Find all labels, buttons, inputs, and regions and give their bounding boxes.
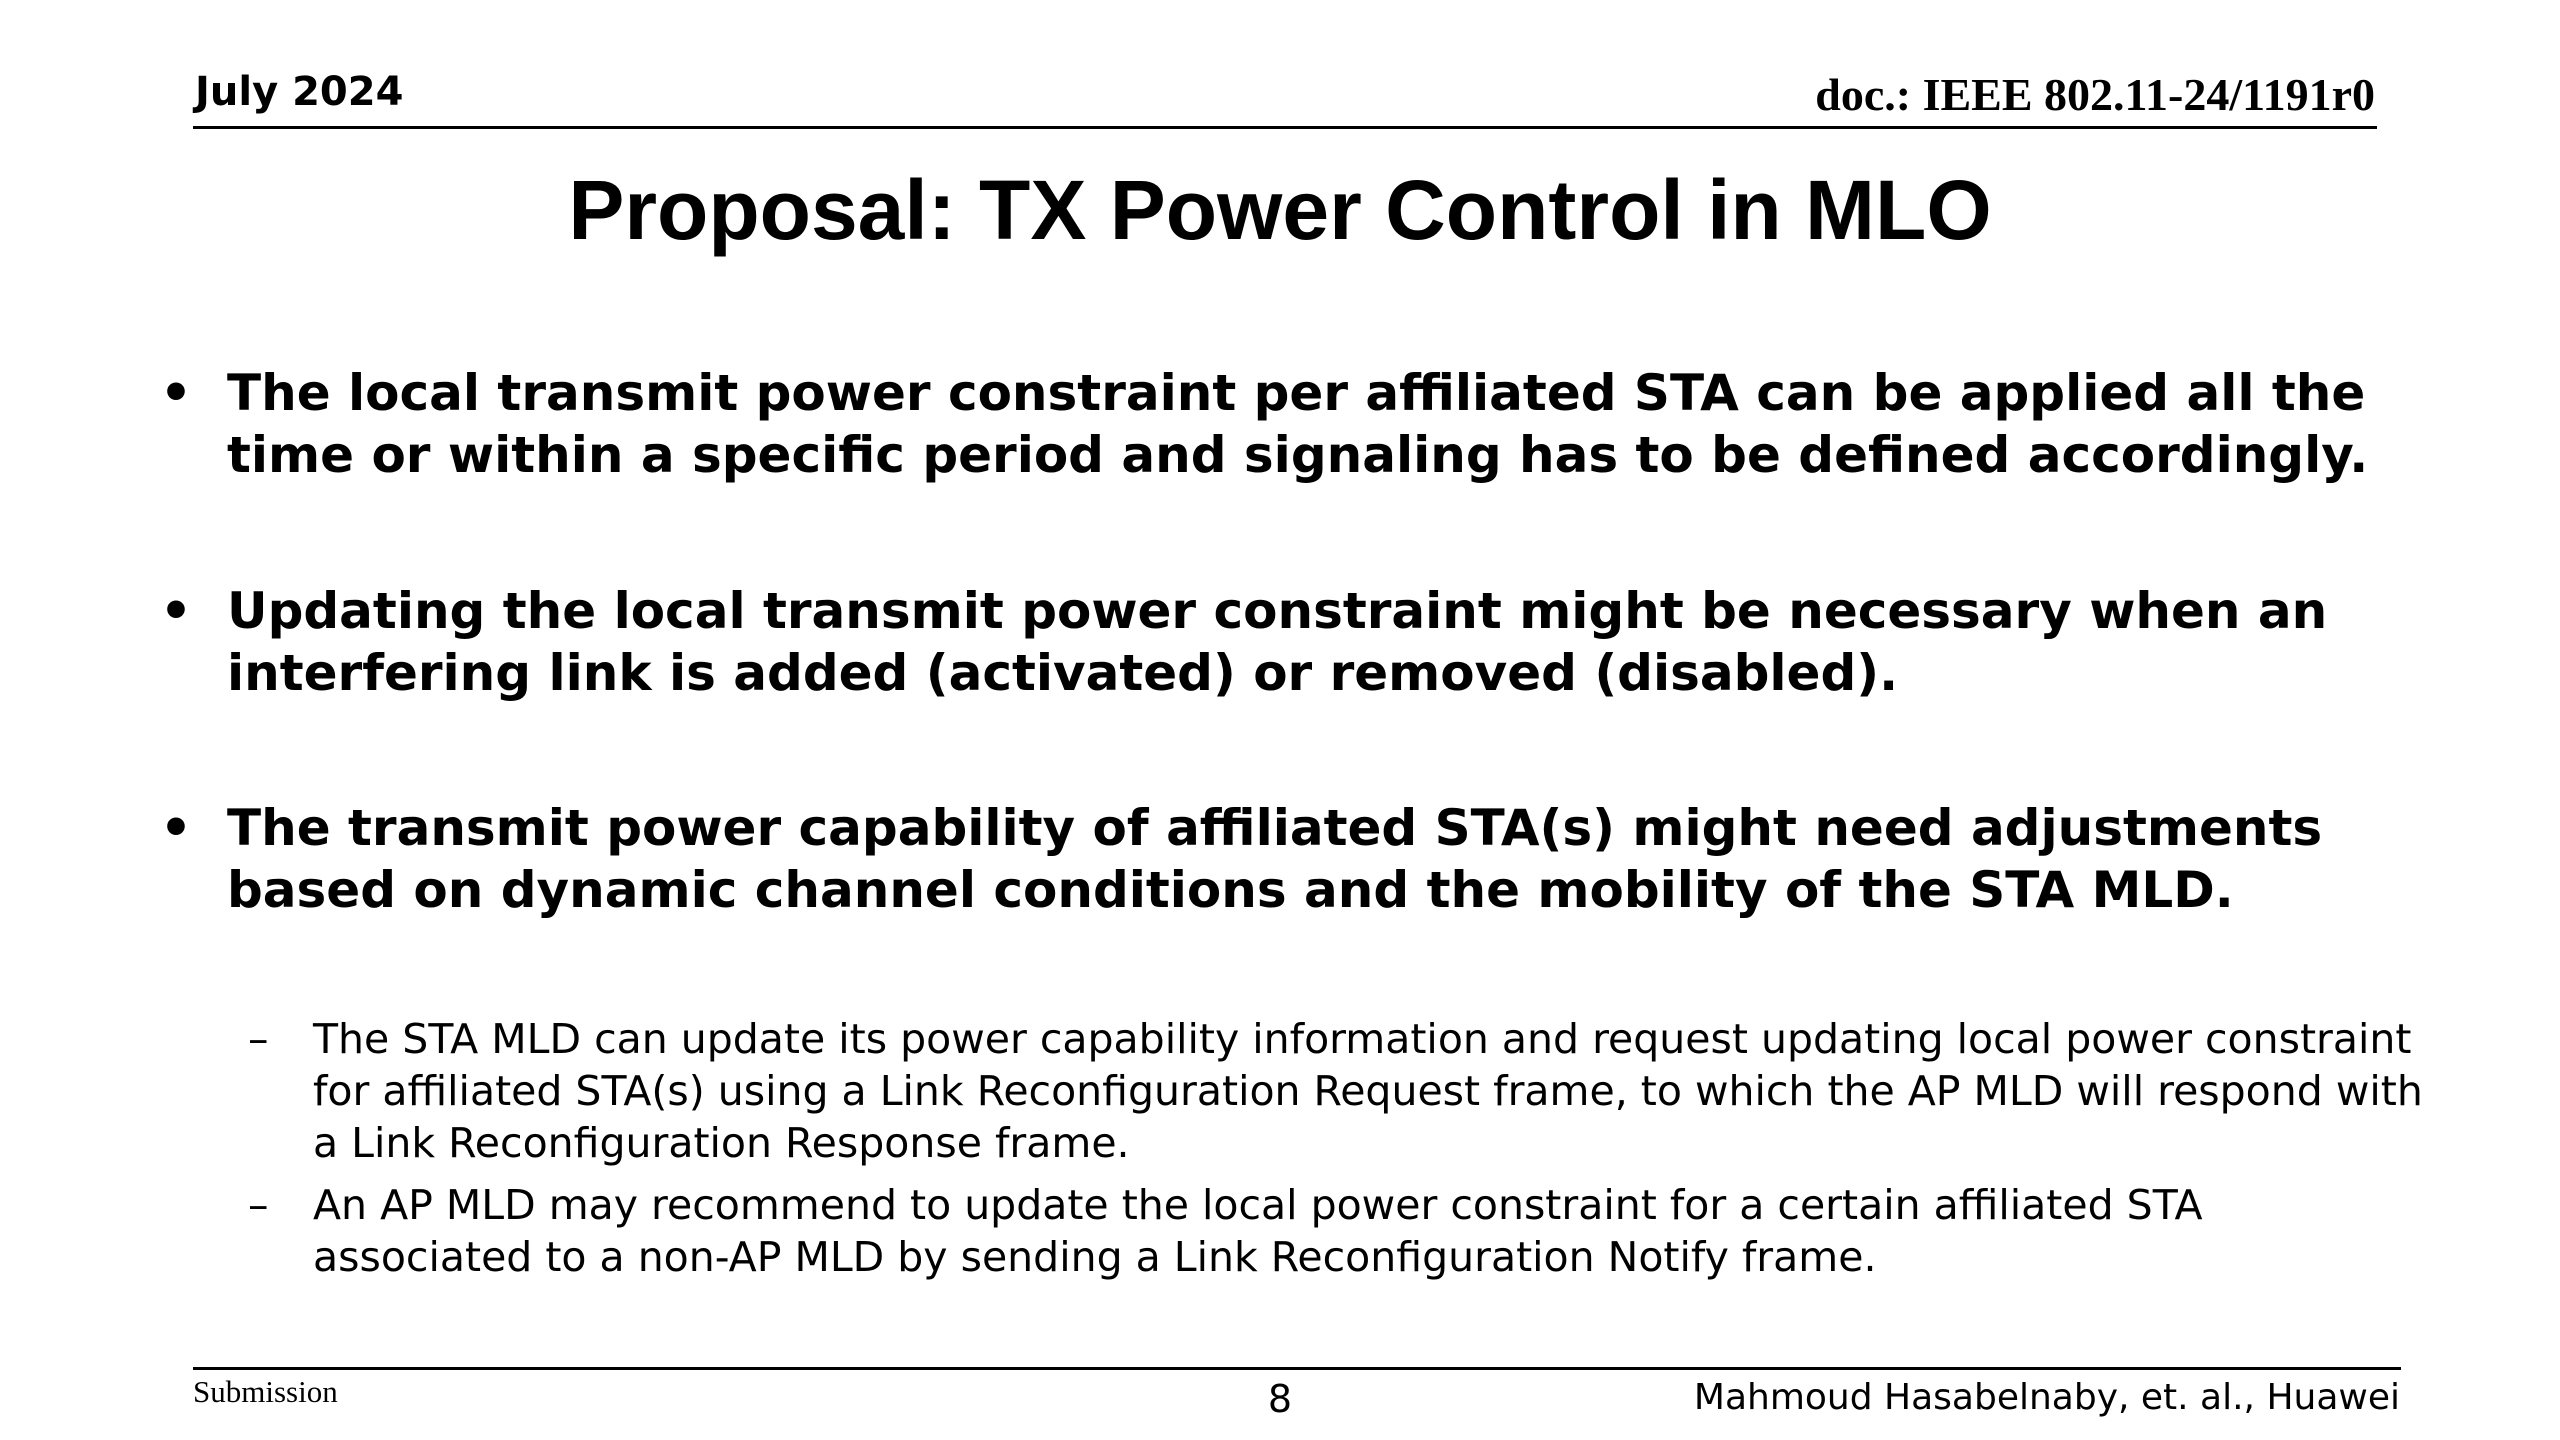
bullet-icon: • <box>160 582 192 640</box>
bullet-icon: • <box>160 364 192 422</box>
bullet-text: Updating the local transmit power constraint might be necessary when an interfering link is added (activated) or removed (disabled). <box>227 582 2328 702</box>
sub-bullet-item <box>248 1179 2428 1283</box>
page-number: 8 <box>1267 1377 1293 1421</box>
sub-bullet-text: An AP MLD may recommend to update the local power constraint for a certain affiliated STA associated to a non-AP MLD by sending a Link Reconfiguration Notify frame. <box>313 1181 2203 1281</box>
bullet-text: The transmit power capability of affiliated STA(s) might need adjustments based on dynamic channel conditions and the mobility of the STA MLD. <box>227 799 2323 919</box>
footer-divider <box>193 1367 2401 1370</box>
header-date: July 2024 <box>195 69 404 115</box>
bullet-icon: • <box>160 799 192 857</box>
dash-icon: – <box>248 1181 269 1229</box>
bullet-item <box>160 362 2420 486</box>
bullet-text: The local transmit power constraint per affiliated STA can be applied all the time or within a specific period and signaling has to be defined accordingly. <box>227 364 2369 484</box>
slide-title: Proposal: TX Power Control in MLO <box>568 163 1992 257</box>
bullet-item <box>160 797 2420 921</box>
sub-bullet-text: The STA MLD can update its power capability information and request updating local power constraint for affiliated STA(s) using a Link Reconfiguration Request frame, to which the AP MLD will respond with a Link Reconfiguration Response frame. <box>313 1015 2423 1167</box>
dash-icon: – <box>248 1015 269 1063</box>
footer-author: Mahmoud Hasabelnaby, et. al., Huawei <box>1693 1377 2400 1418</box>
footer-submission: Submission <box>193 1374 338 1409</box>
sub-bullet-item <box>248 1013 2428 1169</box>
bullet-item <box>160 580 2420 704</box>
header-doc-id: doc.: IEEE 802.11-24/1191r0 <box>1815 69 2375 120</box>
header-divider <box>193 126 2377 129</box>
